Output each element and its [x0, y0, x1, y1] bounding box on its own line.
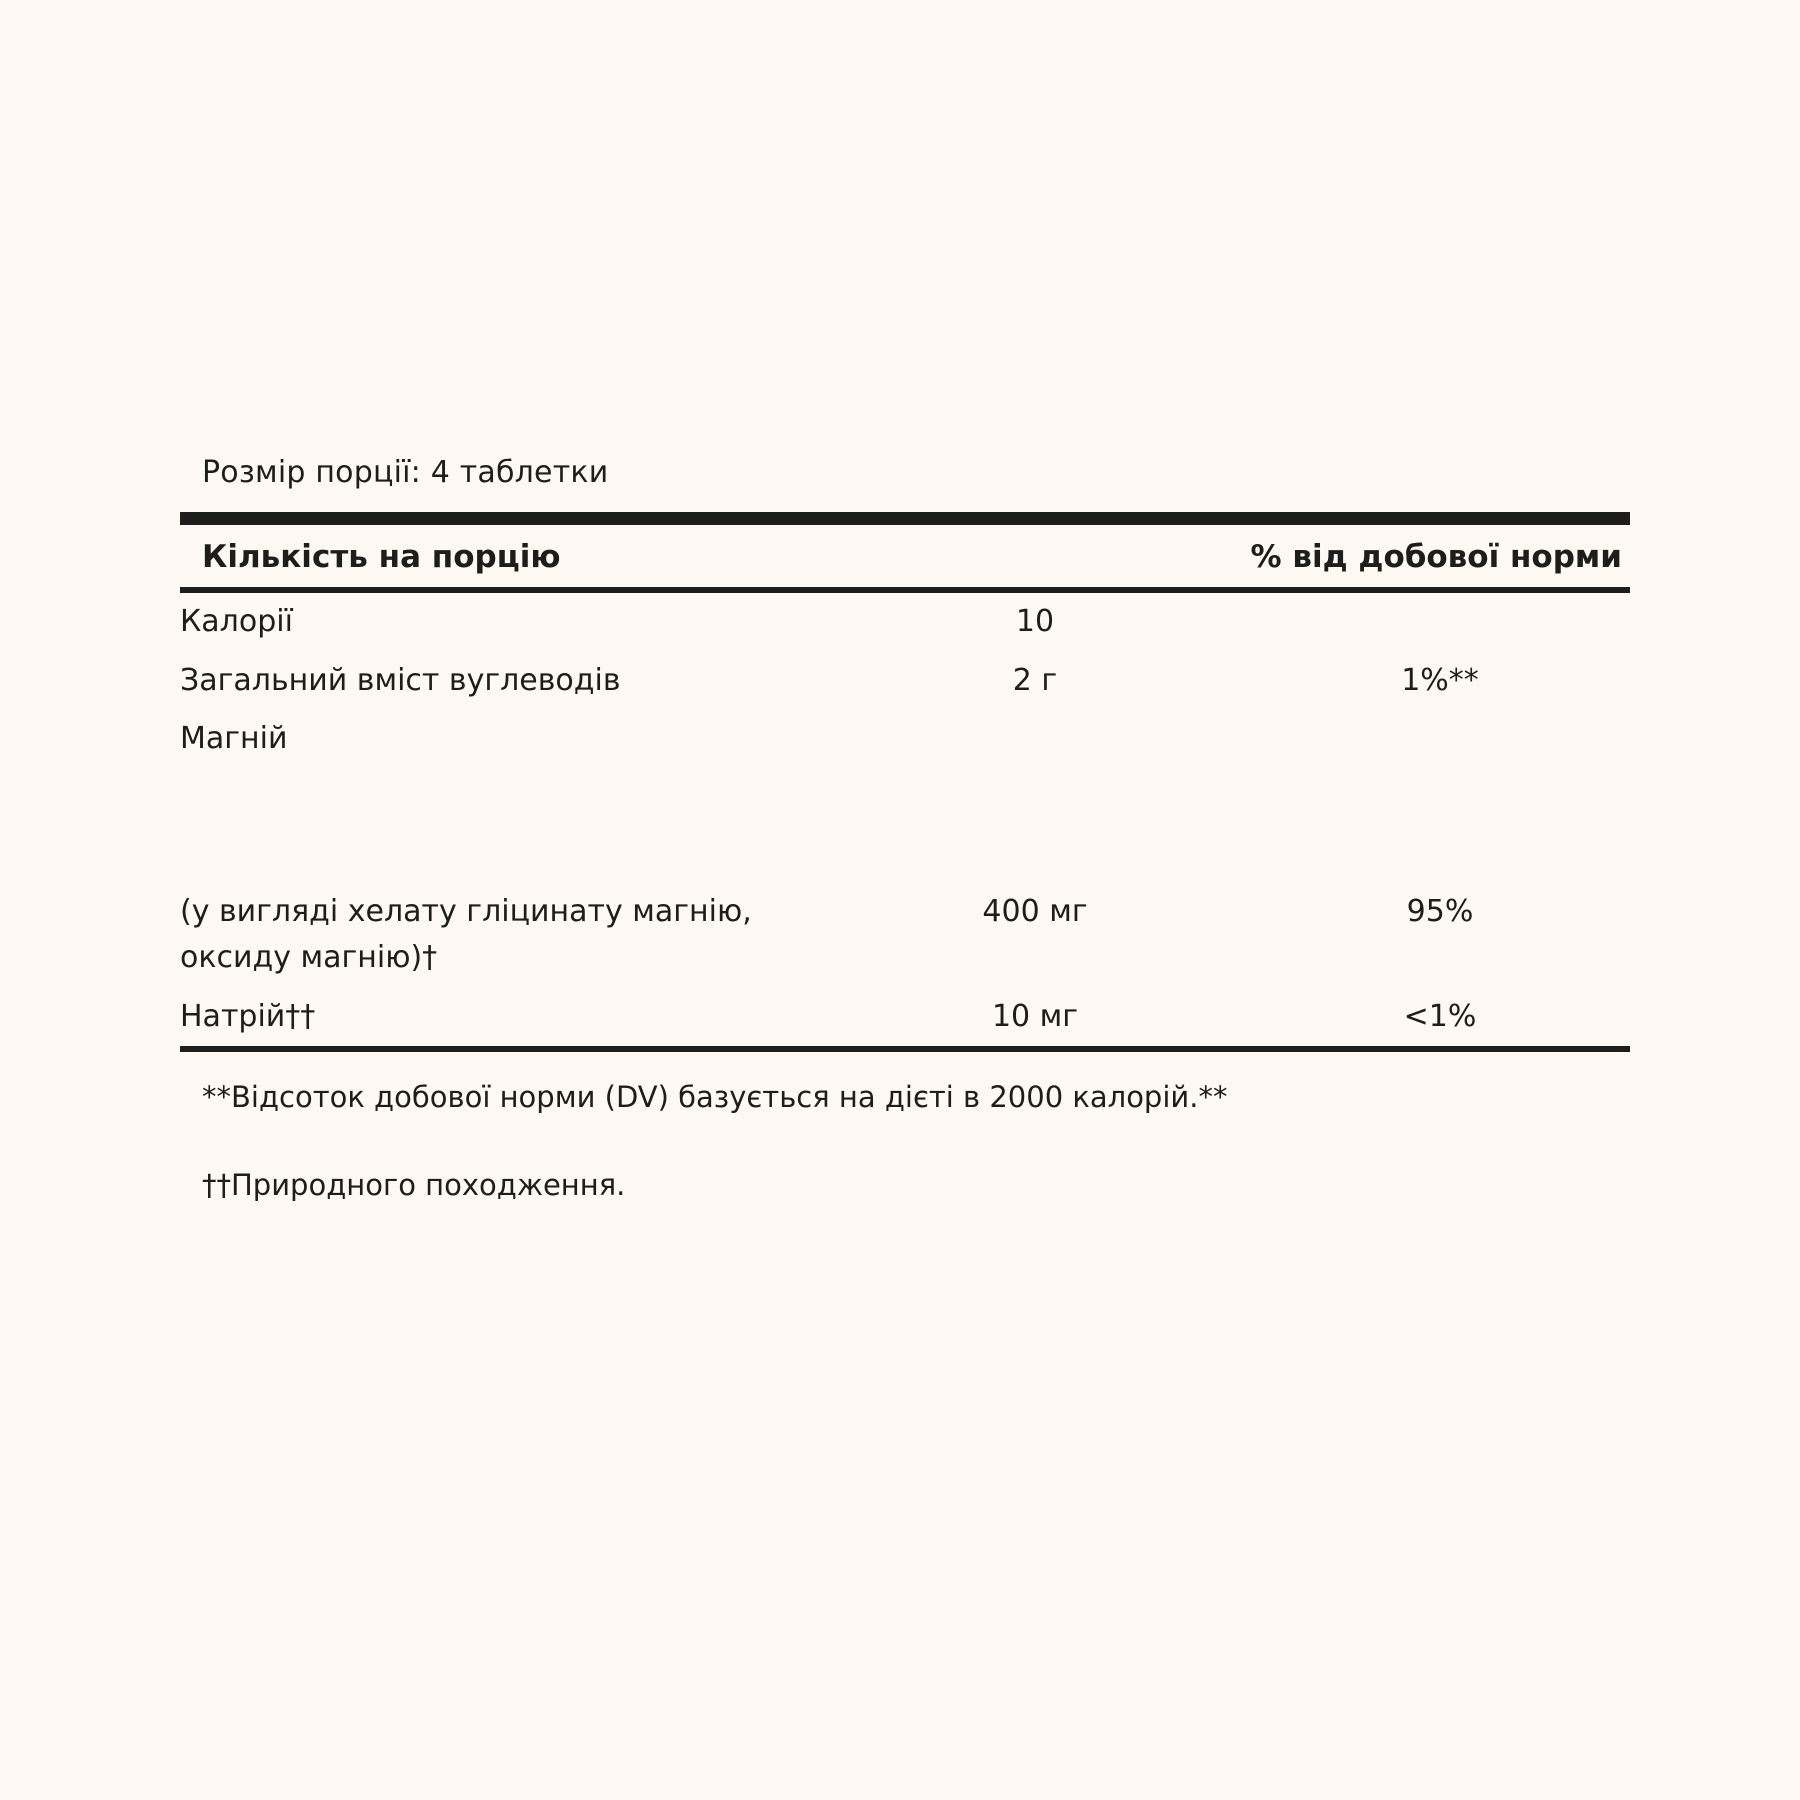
- nutrient-amount: 400 мг: [982, 893, 1088, 929]
- nutrient-dv: 95%: [1406, 893, 1474, 929]
- nutrient-name: Калорії: [180, 604, 293, 639]
- supplement-facts-panel: [180, 455, 1630, 1209]
- serving-size-text: Розмір порції: 4 таблетки: [202, 455, 609, 490]
- nutrient-amount: [820, 710, 1250, 769]
- table-row: [180, 988, 1630, 1047]
- table-row: [180, 593, 1630, 652]
- table-header-row: [180, 525, 1630, 587]
- nutrient-name: Загальний вміст вуглеводів: [180, 662, 621, 698]
- nutrient-amount: 10 мг: [991, 998, 1079, 1034]
- nutrient-dv: [1250, 593, 1630, 652]
- table-row: [180, 710, 1630, 769]
- table-row: [180, 652, 1630, 711]
- footnotes: [180, 1052, 1630, 1209]
- nutrition-table: [180, 593, 1630, 1046]
- nutrient-name: Магній: [180, 721, 288, 756]
- header-amount-per-serving: Кількість на порцію: [202, 539, 561, 575]
- nutrient-name: Натрій††: [180, 998, 316, 1034]
- top-rule: [180, 512, 1630, 525]
- nutrient-dv: <1%: [1403, 998, 1477, 1034]
- nutrient-dv: 1%**: [1401, 662, 1479, 698]
- table-row: [180, 769, 1630, 988]
- footnote-daily-value: **Відсоток добової норми (DV) базується на дієті в 2000 калорій.**: [202, 1080, 1228, 1114]
- nutrient-amount: 10: [1015, 604, 1055, 639]
- header-percent-daily-value: % від добової норми: [1250, 539, 1622, 575]
- nutrient-dv: [1250, 710, 1630, 769]
- nutrient-name: (у вигляді хелату гліцинату магнію, оксиду магнію)†: [180, 893, 752, 975]
- nutrient-amount: 2 г: [1012, 662, 1058, 698]
- footnote-natural-origin: ††Природного походження.: [202, 1168, 626, 1203]
